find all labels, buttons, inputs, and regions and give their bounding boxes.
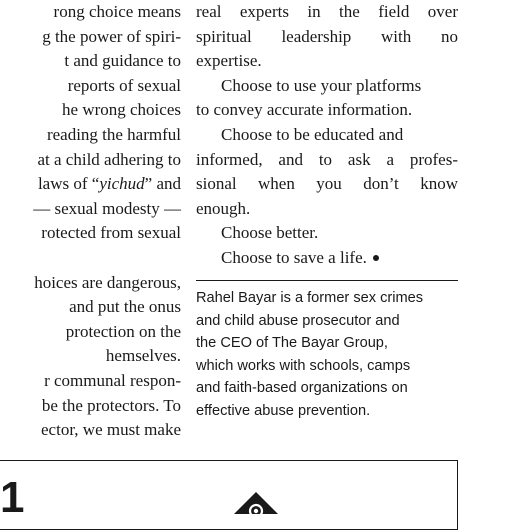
- article-line: expertise.: [196, 51, 262, 71]
- bio-line: and faith-based organizations on: [196, 380, 408, 397]
- bio-line: effective abuse prevention.: [196, 402, 371, 419]
- yichud-after: ” and: [144, 174, 181, 194]
- article-line: he wrong choices: [62, 100, 181, 120]
- box-number: 1: [0, 473, 25, 522]
- article-line: real experts in the field over: [196, 2, 458, 21]
- article-line: Choose to be educated and: [221, 124, 404, 144]
- article-left-column: [0, 0, 181, 443]
- article-line: rong choice means: [53, 2, 181, 21]
- article-line: t and guidance to: [64, 51, 181, 71]
- article-line: informed, and to ask a profes-: [196, 149, 458, 169]
- yichud-before: laws of “: [37, 174, 100, 194]
- article-line-yichud: [0, 172, 181, 197]
- info-box: [0, 460, 458, 530]
- article-line: at a child adhering to: [37, 149, 181, 169]
- bio-line: which works with schools, camps: [196, 357, 411, 374]
- badge-icon: [232, 491, 280, 515]
- article-line: reports of sexual: [67, 75, 181, 95]
- article-closing-line: [196, 246, 458, 271]
- article-line: reading the harmful: [46, 124, 181, 144]
- article-line: spiritual leadership with no: [196, 26, 458, 46]
- article-line-blank: [0, 246, 181, 271]
- article-line: sional when you don’t know: [196, 174, 458, 194]
- article-line: to convey accurate information.: [196, 100, 413, 120]
- end-mark-icon: [373, 255, 379, 261]
- article-line: hoices are dangerous,: [34, 272, 181, 292]
- article-line: be the protectors. To: [41, 395, 181, 415]
- article-line: ector, we must make: [41, 420, 181, 440]
- yichud-term: yichud: [99, 174, 145, 194]
- article-right-column: [196, 0, 458, 271]
- article-line: enough.: [196, 198, 251, 218]
- article-line: — sexual modesty —: [33, 198, 181, 218]
- article-line: and put the onus: [69, 297, 181, 317]
- closing-text: Choose to save a life.: [221, 247, 367, 267]
- article-line: hemselves.: [105, 346, 181, 366]
- bio-divider: [196, 280, 458, 281]
- article-line: Choose to use your platforms: [221, 75, 422, 95]
- article-line: r communal respon-: [44, 370, 181, 390]
- article-line: rotected from sexual: [41, 223, 181, 243]
- article-line: Choose better.: [221, 223, 319, 243]
- article-line: protection on the: [65, 321, 181, 341]
- bio-line: Rahel Bayar is a former sex crimes: [196, 290, 424, 306]
- bio-line: and child abuse prosecutor and: [196, 312, 400, 329]
- author-bio: [196, 287, 458, 423]
- article-line: g the power of spiri-: [42, 26, 181, 46]
- bio-line: the CEO of The Bayar Group,: [196, 335, 388, 352]
